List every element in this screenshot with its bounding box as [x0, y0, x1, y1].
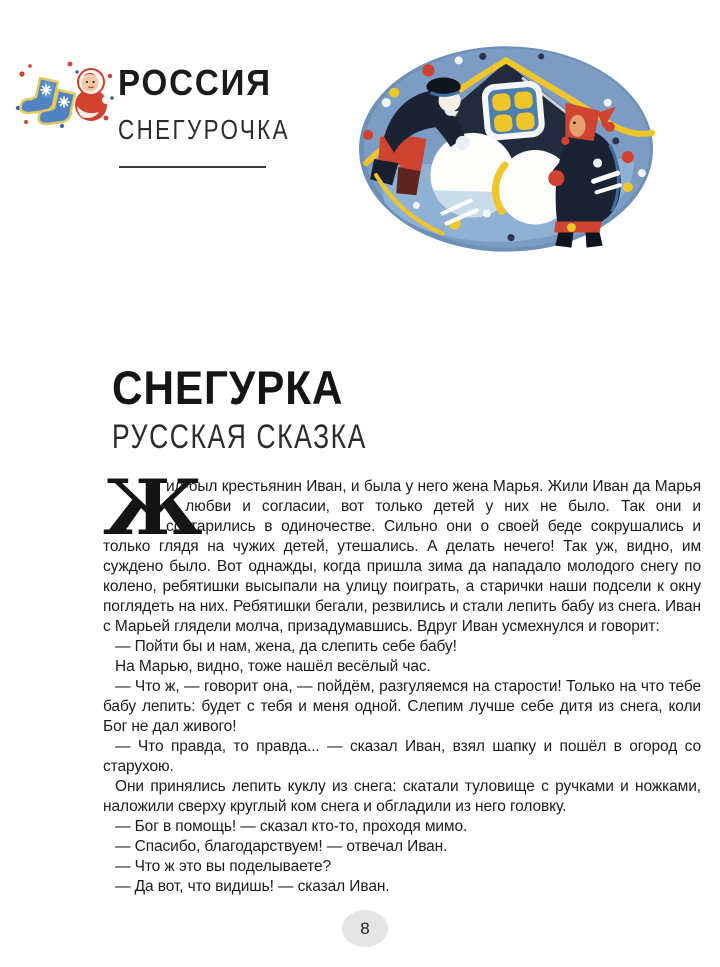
- story-paragraph: — Пойти бы и нам, жена, да слепить себе бабу!: [115, 638, 457, 655]
- country-heading: РОССИЯ: [118, 62, 272, 103]
- story-text: [103, 463, 701, 897]
- paragraph-list: [103, 637, 701, 897]
- header-divider: [119, 166, 266, 168]
- story-paragraph: — Что ж это вы поделываете?: [115, 858, 332, 875]
- snow-maiden-illustration: [358, 44, 656, 256]
- story-paragraph: — Что правда, то правда... — сказал Иван, взял шапку и пошёл в огород со старухою.: [103, 738, 701, 775]
- page-number: 8: [360, 918, 370, 938]
- story-paragraph: — Спасибо, благодарствуем! — отвечал Иван.: [115, 838, 448, 855]
- drop-cap: Ж: [103, 463, 203, 552]
- page-number-badge: [342, 910, 388, 947]
- story-paragraph: Они принялись лепить куклу из снега: скатали туловище с ручками и ножками, наложили сверху круглый ком снега и обгладили из него головку.: [103, 778, 701, 815]
- story-subtitle: РУССКАЯ СКАЗКА: [112, 418, 367, 456]
- roly-poly-doll-icon: [75, 69, 110, 121]
- story-paragraph: — Да вот, что видишь! — сказал Иван.: [115, 878, 390, 895]
- opening-paragraph: [103, 463, 701, 637]
- story-paragraph: — Бог в помощь! — сказал кто-то, проходя мимо.: [115, 818, 468, 835]
- opening-text: ил-был крестьянин Иван, и была у него жена Марья. Жили Иван да Марья в любви и согласии, вот только детей у них не было. Так они и состарились в одиночестве. Сильно они о своей беде сокрушались и только глядя на чужих детей, утешались. А делать нечего! Так уж, видно, им суждено было. Вот однажды, когда пришла зима да нападало молодого снегу по колено, ребятишки высыпали на улицу поиграть, а старички наши подсели к окну поглядеть на них. Ребятишки бегали, резвились и стали лепить бабу из снега. Иван с Марьей глядели молча, призадумавшись. Вдруг Иван усмехнулся и говорит:: [103, 478, 701, 635]
- window: [481, 80, 546, 141]
- story-title: СНЕГУРКА: [112, 361, 344, 414]
- story-paragraph: — Что ж, — говорит она, — пойдём, разгуляемся на старости! Только на что тебе бабу лепить: будет с тебя и меня одной. Слепим лучше себе дитя из снега, коли Бог не дал живого!: [103, 678, 701, 735]
- valenki-and-doll-icon: [14, 56, 116, 134]
- story-paragraph: На Марью, видно, тоже нашёл весёлый час.: [115, 658, 431, 675]
- character-heading: СНЕГУРОЧКА: [118, 114, 290, 145]
